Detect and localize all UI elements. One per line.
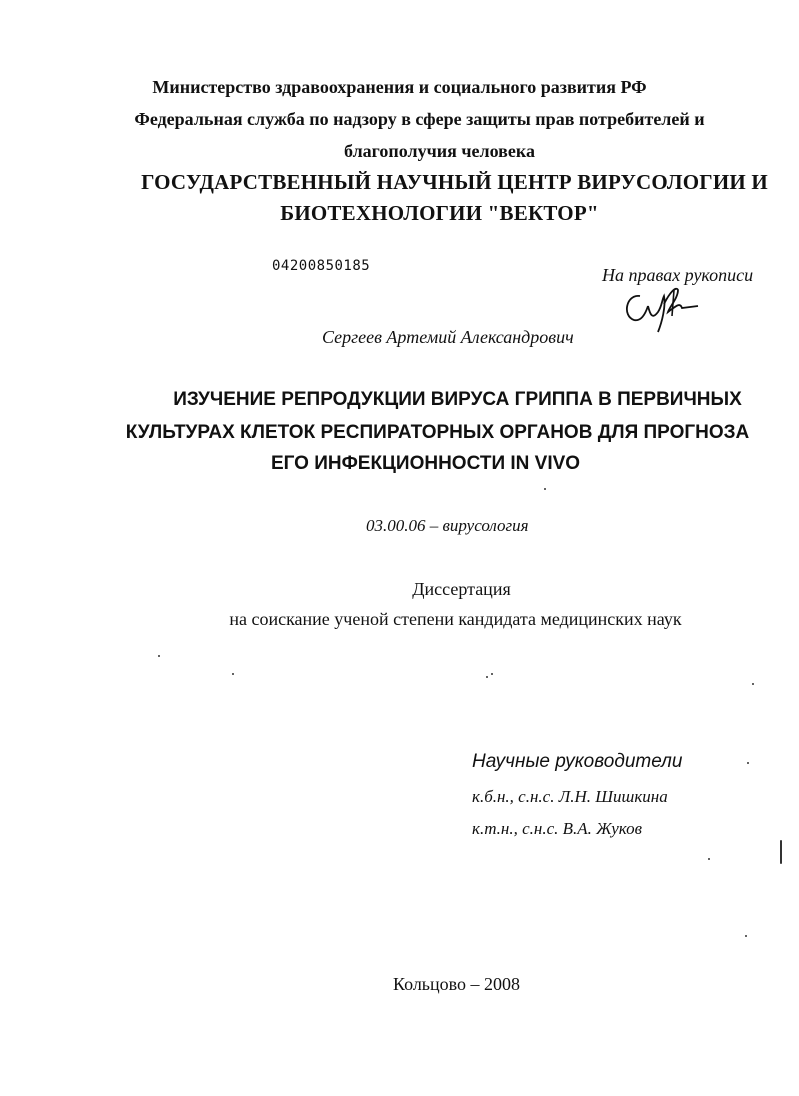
scan-speck [747,762,749,764]
manuscript-note: На правах рукописи [602,265,754,285]
scan-speck [745,935,747,937]
signature-icon [618,282,708,338]
ministry-line: Министерство здравоохранения и социального развития РФ [152,77,647,97]
scan-edge-mark [780,840,782,864]
service-line-2: благополучия человека [344,141,535,161]
title-line-3: ЕГО ИНФЕКЦИОННОСТИ IN VIVO [270,453,581,474]
record-number: 04200850185 [272,258,371,274]
scan-speck [544,488,546,490]
service-line-1: Федеральная служба по надзору в сфере защиты прав потребителей и [134,109,705,129]
center-line-1: ГОСУДАРСТВЕННЫЙ НАУЧНЫЙ ЦЕНТР ВИРУСОЛОГИИ И [141,170,768,194]
title-line-1: ИЗУЧЕНИЕ РЕПРОДУКЦИИ ВИРУСА ГРИППА В ПЕРВИЧНЫХ [173,389,742,410]
specialty: 03.00.06 – вирусология [366,516,529,535]
scan-speck [708,858,710,860]
scan-speck [232,673,234,675]
title-line-2: КУЛЬТУРАХ КЛЕТОК РЕСПИРАТОРНЫХ ОРГАНОВ ДЛЯ ПРОГНОЗА [125,422,750,443]
scan-speck [486,676,488,678]
scan-speck [491,673,493,675]
place-year: Кольцово – 2008 [392,974,521,994]
center-line-2: БИОТЕХНОЛОГИИ "ВЕКТОР" [280,201,599,225]
supervisor-item: к.т.н., с.н.с. В.А. Жуков [472,819,642,838]
supervisors-heading: Научные руководители [472,751,683,772]
supervisor-item: к.б.н., с.н.с. Л.Н. Шишкина [472,787,668,806]
document-type: Диссертация [412,579,511,599]
scan-speck [752,683,754,685]
author-name: Сергеев Артемий Александрович [322,327,574,347]
scan-speck [158,655,160,657]
degree-line: на соискание ученой степени кандидата медицинских наук [229,609,682,629]
